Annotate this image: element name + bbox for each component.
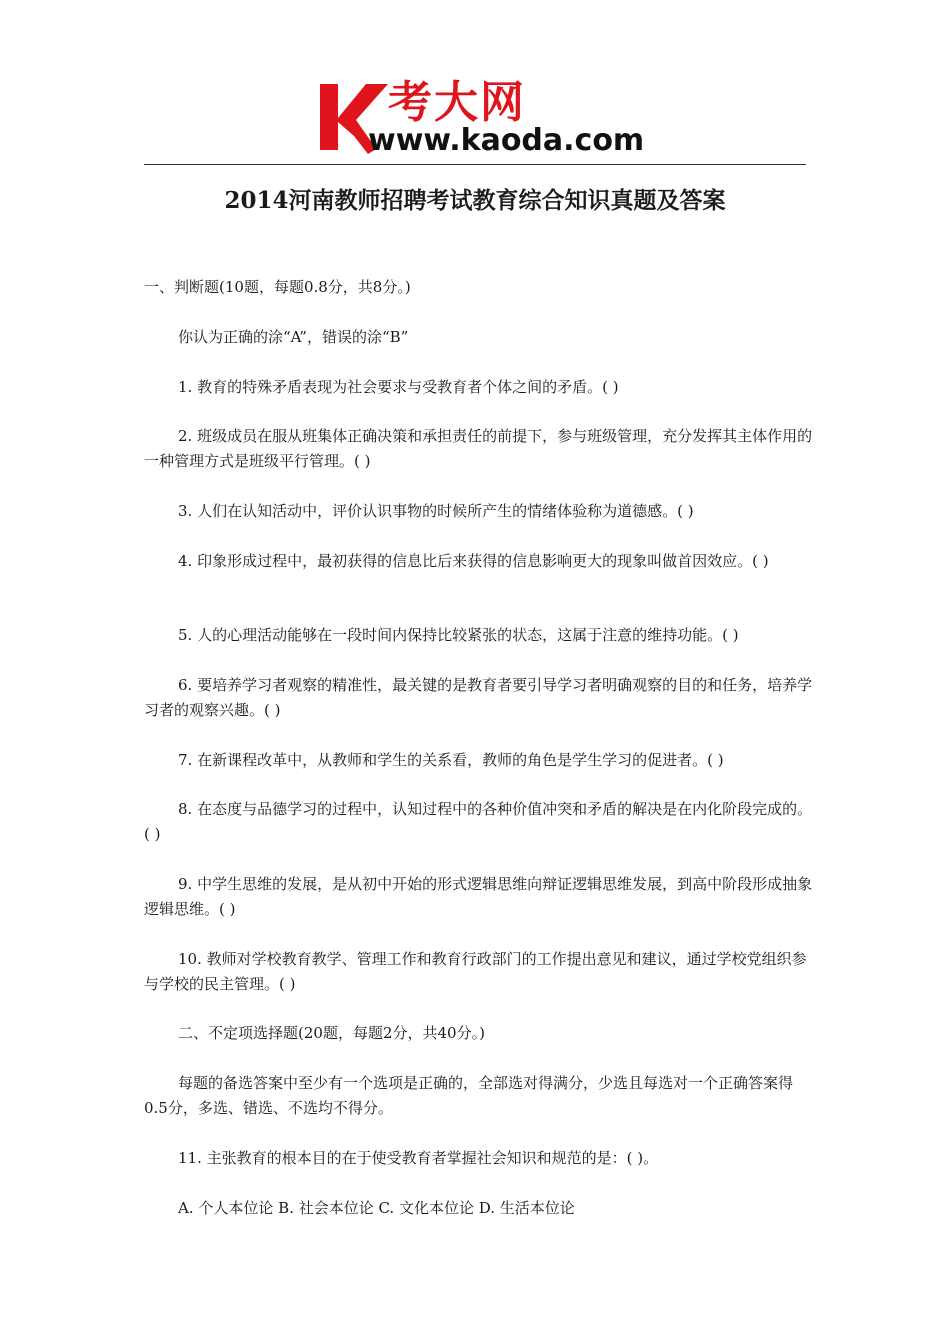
site-logo (318, 78, 648, 160)
question-8: 8. 在态度与品德学习的过程中，认知过程中的各种价值冲突和矛盾的解决是在内化阶段完成的。( ) (144, 800, 813, 843)
question-5: 5. 人的心理活动能够在一段时间内保持比较紧张的状态，这属于注意的维持功能。( ) (178, 626, 739, 644)
question-4: 4. 印象形成过程中，最初获得的信息比后来获得的信息影响更大的现象叫做首因效应。( ) (178, 552, 769, 570)
question-11: 11. 主张教育的根本目的在于使受教育者掌握社会知识和规范的是：( )。 (178, 1149, 659, 1167)
section-heading-multiple-choice: 二、不定项选择题(20题，每题2分，共40分。) (178, 1024, 485, 1042)
question-10: 10. 教师对学校教育教学、管理工作和教育行政部门的工作提出意见和建议，通过学校党组织参与学校的民主管理。( ) (144, 950, 807, 993)
question-7: 7. 在新课程改革中，从教师和学生的关系看，教师的角色是学生学习的促进者。( ) (178, 751, 724, 769)
scoring-instruction: 每题的备选答案中至少有一个选项是正确的，全部选对得满分，少选且每选对一个正确答案得0.5分，多选、错选、不选均不得分。 (144, 1074, 794, 1117)
question-11-options: A. 个人本位论 B. 社会本位论 C. 文化本位论 D. 生活本位论 (178, 1199, 575, 1217)
logo-chinese-text: 考大网 (388, 77, 526, 128)
section-heading-judgment: 一、判断题(10题，每题0.8分，共8分。) (144, 278, 411, 296)
question-3: 3. 人们在认知活动中，评价认识事物的时候所产生的情绪体验称为道德感。( ) (178, 502, 694, 520)
question-2: 2. 班级成员在服从班集体正确决策和承担责任的前提下，参与班级管理，充分发挥其主体作用的一种管理方式是班级平行管理。( ) (144, 427, 813, 470)
question-9: 9. 中学生思维的发展，是从初中开始的形式逻辑思维向辩证逻辑思维发展，到高中阶段形成抽象逻辑思维。( ) (144, 875, 813, 918)
question-1: 1. 教育的特殊矛盾表现为社会要求与受教育者个体之间的矛盾。( ) (178, 378, 619, 396)
header-divider (144, 164, 806, 165)
logo-url-text: www.kaoda.com (368, 123, 645, 158)
document-title: 2014河南教师招聘考试教育综合知识真题及答案 (224, 187, 726, 214)
question-6: 6. 要培养学习者观察的精准性，最关键的是教育者要引导学习者明确观察的目的和任务，培养学习者的观察兴趣。( ) (144, 676, 813, 719)
instruction-text: 你认为正确的涂“A”，错误的涂“B” (178, 328, 409, 346)
